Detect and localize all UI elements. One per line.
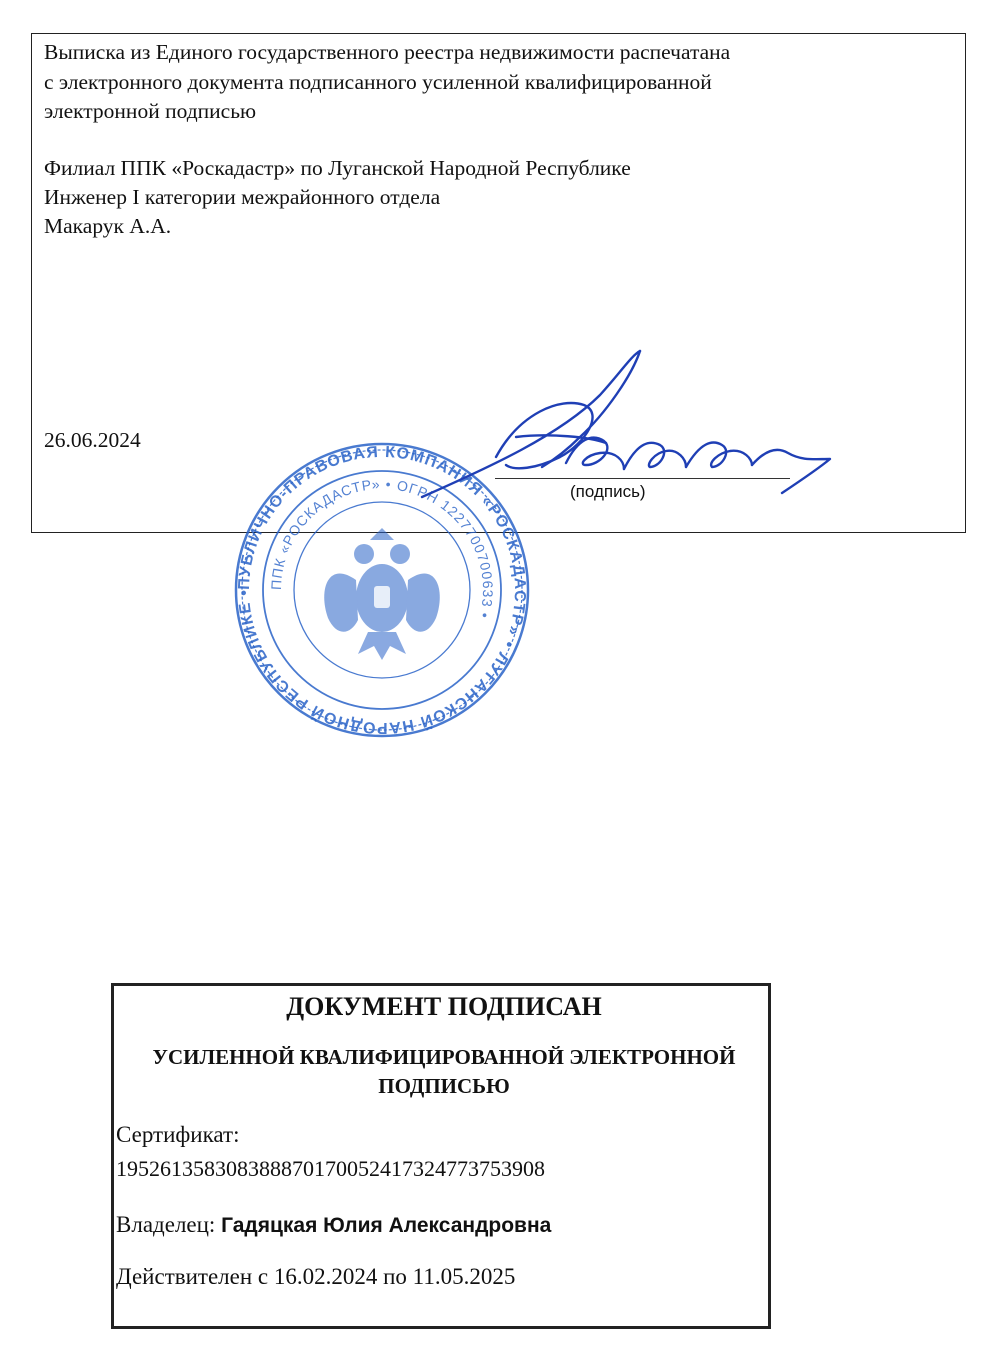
owner-name: Гадяцкая Юлия Александровна — [221, 1214, 552, 1237]
seal-inner-text: ППК «РОСКАДАСТР» • ОГРН 1227700700633 • — [267, 475, 497, 621]
certificate-number: 195261358308388870170052417324773753908 — [116, 1156, 545, 1181]
owner-line — [116, 1210, 551, 1241]
handwritten-signature — [410, 345, 850, 515]
extract-line-1: Выписка из Единого государственного реестра недвижимости распечатана — [44, 40, 731, 64]
certificate-label: Сертификат: — [116, 1122, 240, 1147]
certificate-subheading-2: ПОДПИСЬЮ — [378, 1074, 510, 1098]
officer-position: Инженер I категории межрайонного отдела — [44, 185, 441, 209]
extract-date: 26.06.2024 — [44, 428, 141, 452]
extract-line-3: электронной подписью — [44, 99, 257, 123]
seal-outer-text: ПУБЛИЧНО-ПРАВОВАЯ КОМПАНИЯ «РОСКАДАСТР» • ЛУГАНСКОЙ НАРОДНОЙ РЕСПУБЛИКЕ • — [235, 443, 529, 737]
signature-caption: (подпись) — [570, 482, 646, 501]
owner-label: Владелец: — [116, 1212, 216, 1237]
certificate-heading: ДОКУМЕНТ ПОДПИСАН — [286, 992, 602, 1021]
extract-line-2: с электронного документа подписанного усиленной квалифицированной — [44, 70, 712, 94]
officer-name: Макарук А.А. — [44, 214, 172, 238]
validity-period: Действителен с 16.02.2024 по 11.05.2025 — [116, 1264, 516, 1289]
branch-name: Филиал ППК «Роскадастр» по Луганской Народной Республике — [44, 156, 631, 180]
certificate-subheading-1: УСИЛЕННОЙ КВАЛИФИЦИРОВАННОЙ ЭЛЕКТРОННОЙ — [152, 1045, 736, 1069]
